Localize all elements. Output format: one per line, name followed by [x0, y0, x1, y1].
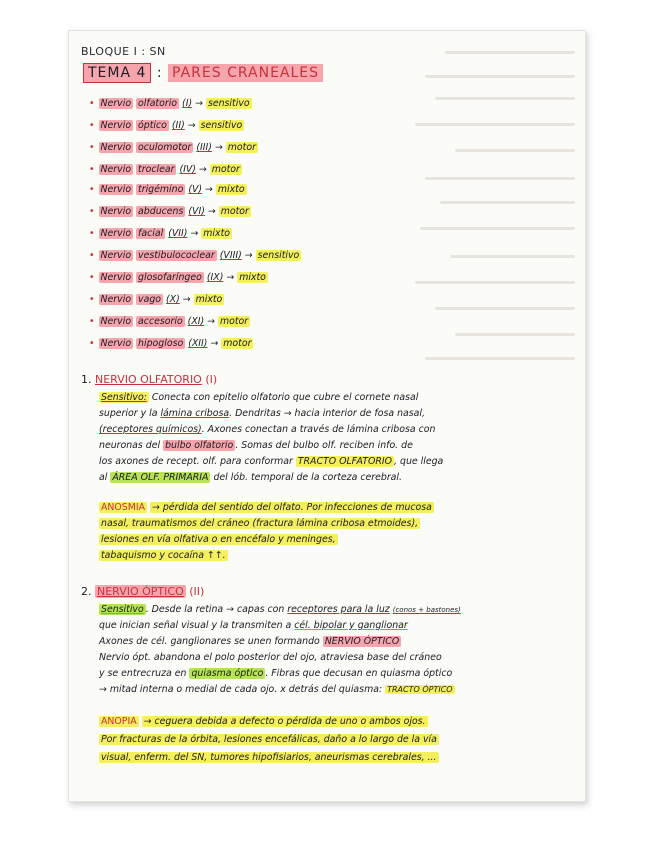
- nerve-number: (VIII): [219, 250, 242, 261]
- section-number: 1.: [81, 373, 92, 386]
- arrow-icon: →: [207, 316, 216, 327]
- nerve-number: (IV): [179, 164, 196, 175]
- section-number: 2.: [81, 585, 92, 598]
- underline-receptores-luz: receptores para la luz: [287, 604, 390, 615]
- text: Conecta con epitelio olfatorio que cubre el cornete nasal: [151, 392, 419, 403]
- opt-line-3: [99, 635, 401, 648]
- arrow-icon: →: [195, 98, 203, 109]
- nerve-name: glosofaríngeo: [138, 272, 202, 283]
- olf-line-1: [99, 391, 418, 404]
- opt-line-1: [99, 603, 461, 617]
- arrow-icon: →: [244, 250, 253, 261]
- bullet-icon: •: [89, 98, 95, 109]
- bullet-icon: •: [89, 142, 95, 153]
- nerve-name: vago: [138, 294, 162, 305]
- olf-line-5: [99, 455, 443, 468]
- text: tabaquismo y cocaína ↑↑.: [101, 550, 226, 561]
- nerve-name: troclear: [138, 164, 175, 175]
- text: Axones de cél. ganglionares se unen formando: [99, 636, 320, 647]
- arrow-icon: →: [190, 228, 199, 239]
- bullet-icon: •: [89, 316, 95, 327]
- nerve-name: accesorio: [138, 316, 183, 327]
- opt-line-4: [99, 651, 442, 664]
- nerve-item: [89, 97, 252, 110]
- anosmia-line-2: [99, 517, 420, 530]
- text: → mitad interna o medial de cada ojo. x detrás del quiasma:: [99, 684, 383, 695]
- highlight-nervio-optico: NERVIO ÓPTICO: [324, 636, 400, 647]
- nerve-prefix: Nervio: [100, 228, 132, 239]
- nerve-number: (II): [171, 120, 185, 131]
- nerve-number: (XII): [188, 338, 208, 349]
- nerve-prefix: Nervio: [100, 98, 132, 109]
- highlight-bulbo-olfatorio: bulbo olfatorio: [165, 440, 234, 451]
- nerve-name: trigémino: [138, 184, 184, 195]
- nerve-type: mixto: [203, 228, 230, 239]
- section-roman: (II): [189, 585, 205, 598]
- text: Nervio ópt. abandona el polo posterior del ojo, atraviesa base del cráneo: [99, 652, 442, 663]
- nerve-name: óptico: [138, 120, 167, 131]
- nerve-name: abducens: [138, 206, 184, 217]
- arrow-icon: →: [198, 164, 207, 175]
- nerve-type: mixto: [239, 272, 266, 283]
- section-title: NERVIO ÓPTICO: [97, 585, 184, 598]
- nerve-prefix: Nervio: [100, 164, 132, 175]
- text: Por fracturas de la órbita, lesiones encefálicas, daño a lo largo de la vía: [101, 734, 437, 745]
- bullet-icon: •: [89, 120, 95, 131]
- text: neuronas del: [99, 440, 161, 451]
- text: . Axones conectan a través de lámina cribosa con: [201, 424, 436, 435]
- underline-receptores: (receptores químicos): [99, 424, 202, 435]
- arrow-icon: →: [187, 120, 196, 131]
- highlight-anosmia: ANOSMIA: [101, 502, 146, 513]
- nerve-prefix: Nervio: [100, 206, 132, 217]
- anosmia-line-3: [99, 533, 338, 546]
- anopia-line-3: [99, 751, 439, 764]
- nerve-item: [89, 293, 224, 306]
- text: . Fibras que decusan en quiasma óptico: [265, 668, 453, 679]
- nerve-number: (X): [166, 294, 180, 305]
- nerve-item: [89, 141, 258, 154]
- nerve-number: (VI): [188, 206, 205, 217]
- highlight-quiasma-optico: quiasma óptico: [191, 668, 264, 679]
- text: superior y la: [99, 408, 158, 419]
- nerve-item: [89, 119, 244, 132]
- text: que inician señal visual y la transmiten a: [99, 620, 292, 631]
- bullet-icon: •: [89, 164, 95, 175]
- text: . Desde la retina → capas con: [145, 604, 285, 615]
- page-title: TEMA 4 : PARES CRANEALES: [83, 65, 323, 81]
- text: y se entrecruza en: [99, 668, 187, 679]
- conos-bastones-note: (conos + bastones): [392, 606, 461, 614]
- highlight-sensitivo: Sensitivo:: [101, 392, 147, 403]
- nerve-number: (III): [196, 142, 212, 153]
- nerve-prefix: Nervio: [100, 316, 132, 327]
- nerve-item: [89, 227, 232, 240]
- nerve-name: hipogloso: [138, 338, 184, 349]
- olf-line-3: [99, 423, 435, 436]
- highlight-tracto-olfatorio: TRACTO OLFATORIO: [297, 456, 393, 467]
- nerve-type: motor: [220, 316, 249, 327]
- nerve-item: [89, 337, 253, 350]
- underline-cel-bipolar: cél. bipolar y ganglionar: [294, 620, 408, 631]
- notebook-page: [68, 30, 586, 802]
- olf-line-2: [99, 407, 425, 420]
- arrow-icon: →: [226, 272, 235, 283]
- nerve-type: sensitivo: [257, 250, 300, 261]
- anosmia-line-1: [99, 501, 434, 514]
- nerve-item: [89, 183, 247, 196]
- anopia-line-2: [99, 733, 439, 746]
- nerve-type: sensitivo: [200, 120, 243, 131]
- nerve-type: motor: [211, 164, 240, 175]
- nerve-type: mixto: [195, 294, 223, 305]
- nerve-prefix: Nervio: [100, 272, 132, 283]
- nerve-prefix: Nervio: [100, 294, 132, 305]
- text: lesiones en vía olfativa o en encéfalo y meninges,: [101, 534, 336, 545]
- bullet-icon: •: [89, 272, 95, 283]
- nerve-number: (VII): [168, 228, 188, 239]
- nerve-number: (IX): [206, 272, 224, 283]
- nerve-type: motor: [223, 338, 252, 349]
- bullet-icon: •: [89, 338, 95, 349]
- nerve-number: (I): [182, 98, 193, 109]
- text: → ceguera debida a defecto o pérdida de uno o ambos ojos.: [143, 716, 426, 727]
- nerve-item: [89, 271, 268, 284]
- nerve-name: vestibulococlear: [138, 250, 215, 261]
- nerve-prefix: Nervio: [100, 338, 132, 349]
- nerve-number: (XI): [187, 316, 205, 327]
- opt-line-6: [99, 683, 455, 696]
- bullet-icon: •: [89, 250, 95, 261]
- nerve-item: [89, 249, 301, 262]
- opt-line-2: [99, 619, 408, 632]
- nerve-prefix: Nervio: [100, 184, 132, 195]
- section-roman: (I): [205, 373, 218, 386]
- highlight-area-olf-primaria: ÁREA OLF. PRIMARIA: [112, 472, 209, 483]
- tema-title: PARES CRANEALES: [168, 64, 323, 82]
- bullet-icon: •: [89, 294, 95, 305]
- arrow-icon: →: [182, 294, 191, 305]
- anosmia-line-4: [99, 549, 228, 562]
- arrow-icon: →: [205, 184, 213, 195]
- nerve-item: [89, 315, 250, 328]
- highlight-anopia: ANOPIA: [101, 716, 137, 727]
- nerve-prefix: Nervio: [100, 250, 132, 261]
- nerve-prefix: Nervio: [100, 142, 132, 153]
- text: visual, enferm. del SN, tumores hipofisiarios, aneurismas cerebrales, ...: [101, 752, 437, 763]
- anopia-line-1: [99, 715, 428, 728]
- nerve-item: [89, 205, 251, 218]
- nerve-name: olfatorio: [138, 98, 178, 109]
- arrow-icon: →: [214, 142, 223, 153]
- arrow-icon: →: [210, 338, 219, 349]
- underline-lamina-cribosa: lámina cribosa: [160, 408, 230, 419]
- nerve-type: sensitivo: [207, 98, 250, 109]
- arrow-icon: →: [207, 206, 216, 217]
- section-olfatorio-heading: [81, 373, 217, 386]
- nerve-type: mixto: [217, 184, 245, 195]
- text: al: [99, 472, 108, 483]
- section-title: NERVIO OLFATORIO: [95, 373, 202, 386]
- highlight-tracto-optico: TRACTO ÓPTICO: [387, 685, 453, 694]
- bullet-icon: •: [89, 206, 95, 217]
- block-label: BLOQUE I : SN: [81, 45, 166, 58]
- nerve-type: motor: [220, 206, 249, 217]
- text: del lób. temporal de la corteza cerebral.: [213, 472, 402, 483]
- tema-label: TEMA 4: [83, 63, 151, 83]
- text: nasal, traumatismos del cráneo (fractura lámina cribosa etmoides),: [101, 518, 419, 529]
- bullet-icon: •: [89, 228, 95, 239]
- nerve-type: motor: [227, 142, 256, 153]
- highlight-sensitivo: Sensitivo: [101, 604, 144, 615]
- text: . Dendritas → hacia interior de fosa nasal,: [229, 408, 425, 419]
- text: los axones de recept. olf. para conformar: [99, 456, 293, 467]
- nerve-prefix: Nervio: [100, 120, 132, 131]
- olf-line-4: [99, 439, 413, 452]
- section-optico-heading: [81, 585, 204, 598]
- bullet-icon: •: [89, 184, 95, 195]
- opt-line-5: [99, 667, 452, 680]
- nerve-item: [89, 163, 242, 176]
- text: . Somas del bulbo olf. reciben info. de: [235, 440, 413, 451]
- nerve-number: (V): [188, 184, 203, 195]
- nerve-name: oculomotor: [138, 142, 192, 153]
- nerve-name: facial: [138, 228, 164, 239]
- olf-line-6: [99, 471, 402, 484]
- text: , que llega: [394, 456, 444, 467]
- text: → pérdida del sentido del olfato. Por infecciones de mucosa: [152, 502, 432, 513]
